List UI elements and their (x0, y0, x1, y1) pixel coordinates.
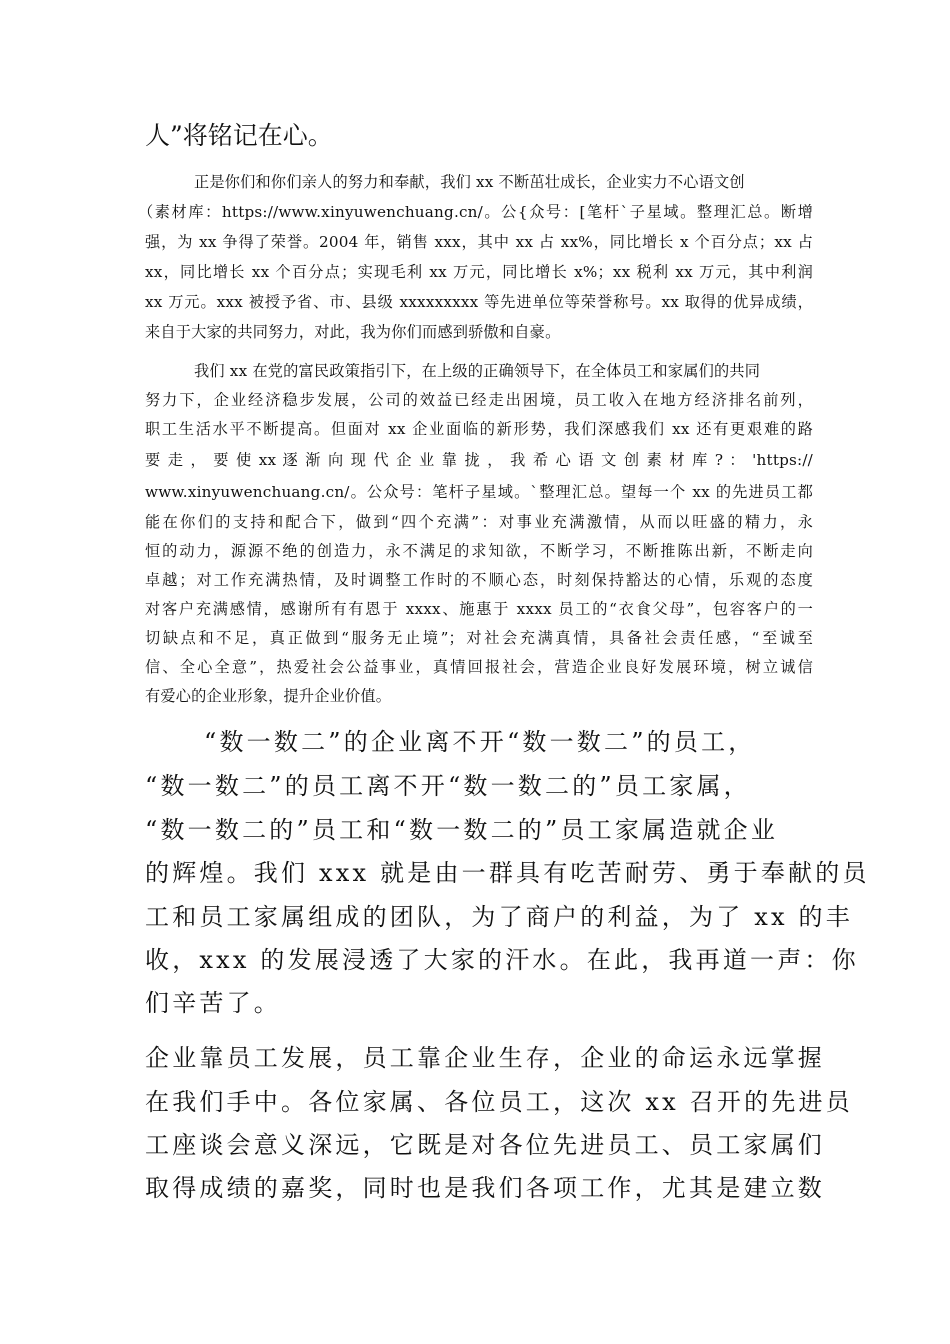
text-line: 来自于大家的共同努力，对此，我为你们而感到骄傲和自豪。 (145, 323, 561, 341)
text-line: 收，xxx 的发展浸透了大家的汗水。在此，我再道一声：你 (145, 946, 859, 974)
text-line: 要 走 ， 要 使 xx 逐 渐 向 现 代 企 业 靠 拢 ， 我 希 心 语 文 创 素 材 库 ? ： 'https:// (145, 451, 813, 469)
text-line: “数一数二的”员工和“数一数二的”员工家属造就企业 (145, 816, 779, 844)
text-line: xx 万元。xxx 被授予省、市、县级 xxxxxxxxx 等先进单位等荣誉称号。xx 取得的优异成绩， (145, 293, 813, 311)
text-line: 对客户充满感情，感谢所有有恩于 xxxx、施惠于 xxxx 员工的“衣食父母”，包容客户的一 (145, 600, 813, 618)
text-line: 信、全心全意”，热爱社会公益事业，真情回报社会，营造企业良好发展环境，树立诚信 (145, 658, 813, 676)
text-line: 在我们手中。各位家属、各位员工，这次 xx 召开的先进员 (145, 1088, 853, 1116)
text-line: 企业靠员工发展，员工靠企业生存，企业的命运永远掌握 (145, 1044, 825, 1072)
text-line: 恒的动力，源源不绝的创造力，永不满足的求知欲，不断学习，不断推陈出新，不断走向 (145, 542, 813, 560)
text-line: 有爱心的企业形象，提升企业价值。 (145, 687, 392, 705)
text-line: 正是你们和你们亲人的努力和奉献，我们 xx 不断茁壮成长，企业实力不心语文创 (194, 173, 745, 191)
text-line: 取得成绩的嘉奖，同时也是我们各项工作，尤其是建立数 (145, 1174, 825, 1202)
text-line: 职工生活水平不断提高。但面对 xx 企业面临的新形势，我们深感我们 xx 还有更艰难的路 (145, 420, 813, 438)
text-line: 工和员工家属组成的团队，为了商户的利益，为了 xx 的丰 (145, 903, 853, 931)
text-line: “数一数二”的员工离不开“数一数二的”员工家属， (145, 772, 751, 800)
text-line: 努力下，企业经济稳步发展，公司的效益已经走出困境，员工收入在地方经济排名前列， (145, 391, 813, 409)
text-line: 们辛苦了。 (145, 989, 281, 1017)
text-line: 能在你们的支持和配合下，做到“四个充满”：对事业充满激情，从而以旺盛的精力，永 (145, 513, 813, 531)
text-line: 强，为 xx 争得了荣誉。2004 年，销售 xxx，其中 xx 占 xx%，同比增长 x 个百分点；xx 占 (145, 233, 813, 251)
text-line: “数一数二”的企业离不开“数一数二”的员工， (204, 728, 756, 756)
text-line: 我们 xx 在党的富民政策指引下，在上级的正确领导下，在全体员工和家属们的共同 (194, 362, 761, 380)
text-line: 的辉煌。我们 xxx 就是由一群具有吃苦耐劳、勇于奉献的员 (145, 859, 870, 887)
text-line: www.xinyuwenchuang.cn/。公众号：笔杆子星域。`整理汇总。望每一个 xx 的先进员工都 (145, 483, 813, 501)
text-line: 工座谈会意义深远，它既是对各位先进员工、员工家属们 (145, 1131, 825, 1159)
text-line: xx，同比增长 xx 个百分点；实现毛利 xx 万元，同比增长 x%；xx 税利 xx 万元，其中利润 (145, 263, 813, 281)
heading-line: 人”将铭记在心。 (145, 121, 333, 150)
text-line: 卓越；对工作充满热情，及时调整工作时的不顺心态，时刻保持豁达的心情，乐观的态度 (145, 571, 813, 589)
text-line: 切缺点和不足，真正做到“服务无止境”；对社会充满真情，具备社会责任感，“至诚至 (145, 629, 813, 647)
text-line: （素材库：https://www.xinyuwenchuang.cn/。公{众号：[笔杆`子星域。整理汇总。断增 (138, 203, 813, 221)
